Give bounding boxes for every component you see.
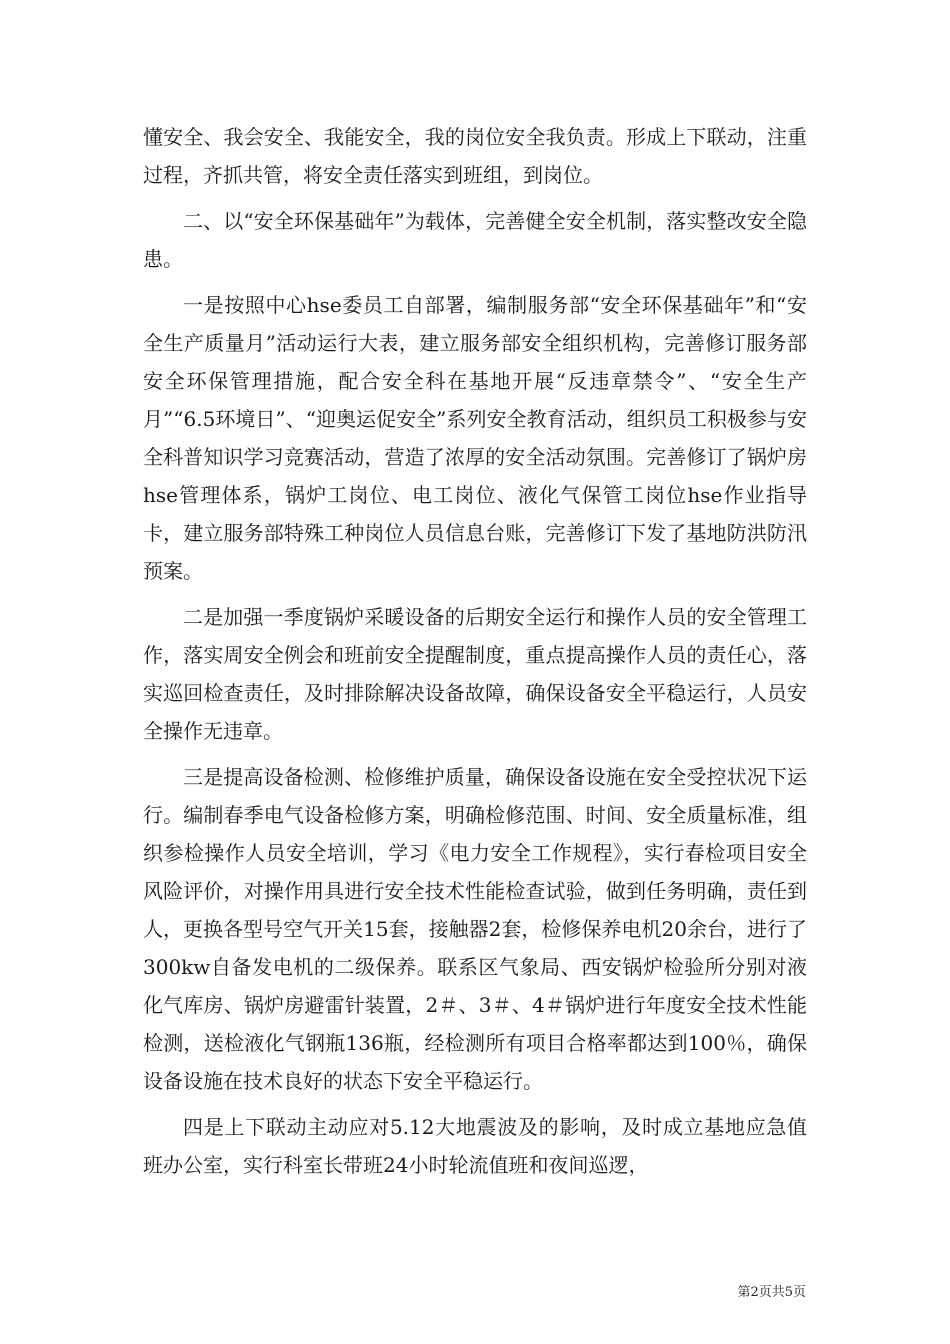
- paragraph-continuation: 懂安全、我会安全、我能安全，我的岗位安全我负责。形成上下联动，注重过程，齐抓共管，将安全责任落实到班组，到岗位。: [143, 125, 807, 187]
- paragraph-item-four: 四是上下联动主动应对5.12大地震波及的影响，及时成立基地应急值班办公室，实行科室长带班24小时轮流值班和夜间巡逻，: [143, 1115, 807, 1177]
- section-heading: 二、以“安全环保基础年”为载体，完善健全安全机制，落实整改安全隐患。: [143, 209, 807, 271]
- document-body: [143, 118, 807, 1184]
- paragraph-item-one: 一是按照中心hse委员工自部署，编制服务部“安全环保基础年”和“安全生产质量月”活动运行大表，建立服务部安全组织机构，完善修订服务部安全环保管理措施，配合安全科在基地开展“反违章禁令”、“安全生产月”“6.5环境日”、“迎奥运促安全”系列安全教育活动，组织员工积极参与安全科普知识学习竞赛活动，营造了浓厚的安全活动氛围。完善修订了锅炉房hse管理体系，锅炉工岗位、电工岗位、液化气保管工岗位hse作业指导卡，建立服务部特殊工种岗位人员信息台账，完善修订下发了基地防洪防汛预案。: [143, 293, 807, 583]
- paragraph-item-two: 二是加强一季度锅炉采暖设备的后期安全运行和操作人员的安全管理工作，落实周安全例会和班前安全提醒制度，重点提高操作人员的责任心，落实巡回检查责任，及时排除解决设备故障，确保设备安全平稳运行，人员安全操作无违章。: [143, 605, 807, 743]
- page-number: 第2页共5页: [737, 1285, 806, 1300]
- paragraph-item-three: 三是提高设备检测、检修维护质量，确保设备设施在安全受控状况下运行。编制春季电气设备检修方案，明确检修范围、时间、安全质量标准，组织参检操作人员安全培训，学习《电力安全工作规程》，实行春检项目安全风险评价，对操作用具进行安全技术性能检查试验，做到任务明确，责任到人，更换各型号空气开关15套，接触器2套，检修保养电机20余台，进行了300kw自备发电机的二级保养。联系区气象局、西安锅炉检验所分别对液化气库房、锅炉房避雷针装置，2＃、3＃、4＃锅炉进行年度安全技术性能检测，送检液化气钢瓶136瓶，经检测所有项目合格率都达到100％，确保设备设施在技术良好的状态下安全平稳运行。: [143, 765, 807, 1093]
